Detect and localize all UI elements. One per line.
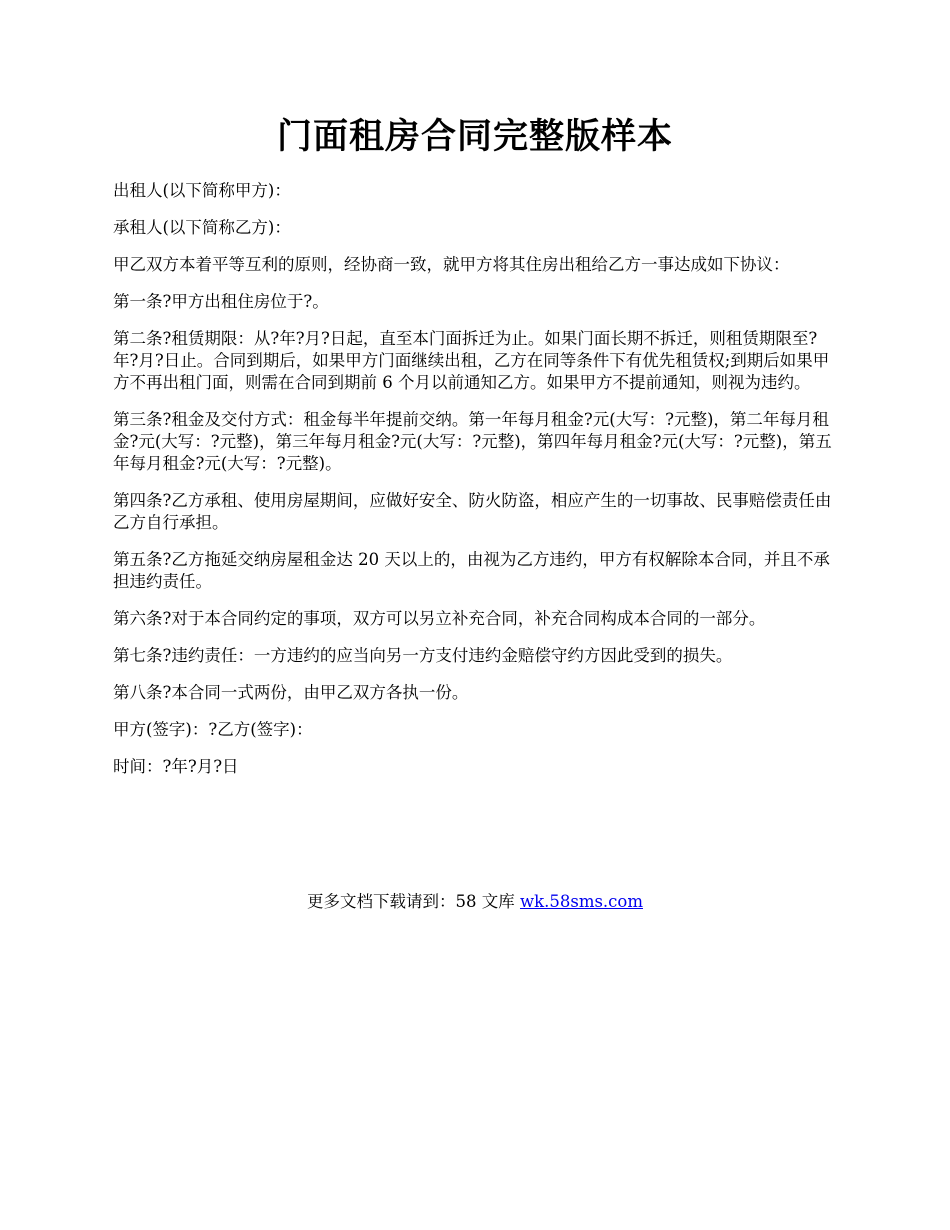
document-title: 门面租房合同完整版样本 bbox=[276, 116, 673, 157]
paragraph-preamble: 甲乙双方本着平等互利的原则，经协商一致，就甲方将其住房出租给乙方一事达成如下协议： bbox=[113, 255, 790, 274]
paragraph-article-5: 第五条?乙方拖延交纳房屋租金达 20 天以上的，由视为乙方违约，甲方有权解除本合同，并且不承担违约责任。 bbox=[113, 550, 830, 591]
footer-website-link[interactable]: wk.58sms.com bbox=[519, 892, 643, 911]
paragraph-article-6: 第六条?对于本合同约定的事项，双方可以另立补充合同，补充合同构成本合同的一部分。 bbox=[113, 609, 766, 628]
paragraph-lessee: 承租人(以下简称乙方)： bbox=[113, 218, 291, 237]
paragraph-article-4: 第四条?乙方承租、使用房屋期间，应做好安全、防火防盗，相应产生的一切事故、民事赔偿责任由乙方自行承担。 bbox=[113, 491, 832, 532]
paragraph-lessor: 出租人(以下简称甲方)： bbox=[113, 181, 291, 200]
paragraph-date: 时间：?年?月?日 bbox=[113, 757, 239, 776]
footer-prefix-text: 更多文档下载请到：58 文库 bbox=[306, 892, 520, 911]
paragraph-article-7: 第七条?违约责任：一方违约的应当向另一方支付违约金赔偿守约方因此受到的损失。 bbox=[113, 646, 733, 665]
paragraph-article-1: 第一条?甲方出租住房位于?。 bbox=[113, 292, 329, 311]
footer-download-note bbox=[0, 891, 950, 913]
paragraph-article-2: 第二条?租赁期限：从?年?月?日起，直至本门面拆迁为止。如果门面长期不拆迁，则租赁期限至?年?月?日止。合同到期后，如果甲方门面继续出租，乙方在同等条件下有优先租赁权;到期后如果甲方不再出租门面，则需在合同到期前 6 个月以前通知乙方。如果甲方不提前通知，则视为违约。 bbox=[113, 329, 830, 392]
paragraph-article-8: 第八条?本合同一式两份，由甲乙双方各执一份。 bbox=[113, 683, 469, 702]
document-body bbox=[113, 180, 840, 793]
paragraph-article-3: 第三条?租金及交付方式：租金每半年提前交纳。第一年每月租金?元(大写：?元整)，第二年每月租金?元(大写：?元整)，第三年每月租金?元(大写：?元整)，第四年每月租金?元(大写：?元整)，第五年每月租金?元(大写：?元整)。 bbox=[113, 410, 832, 473]
paragraph-signatures: 甲方(签字)：?乙方(签字)： bbox=[113, 720, 313, 739]
